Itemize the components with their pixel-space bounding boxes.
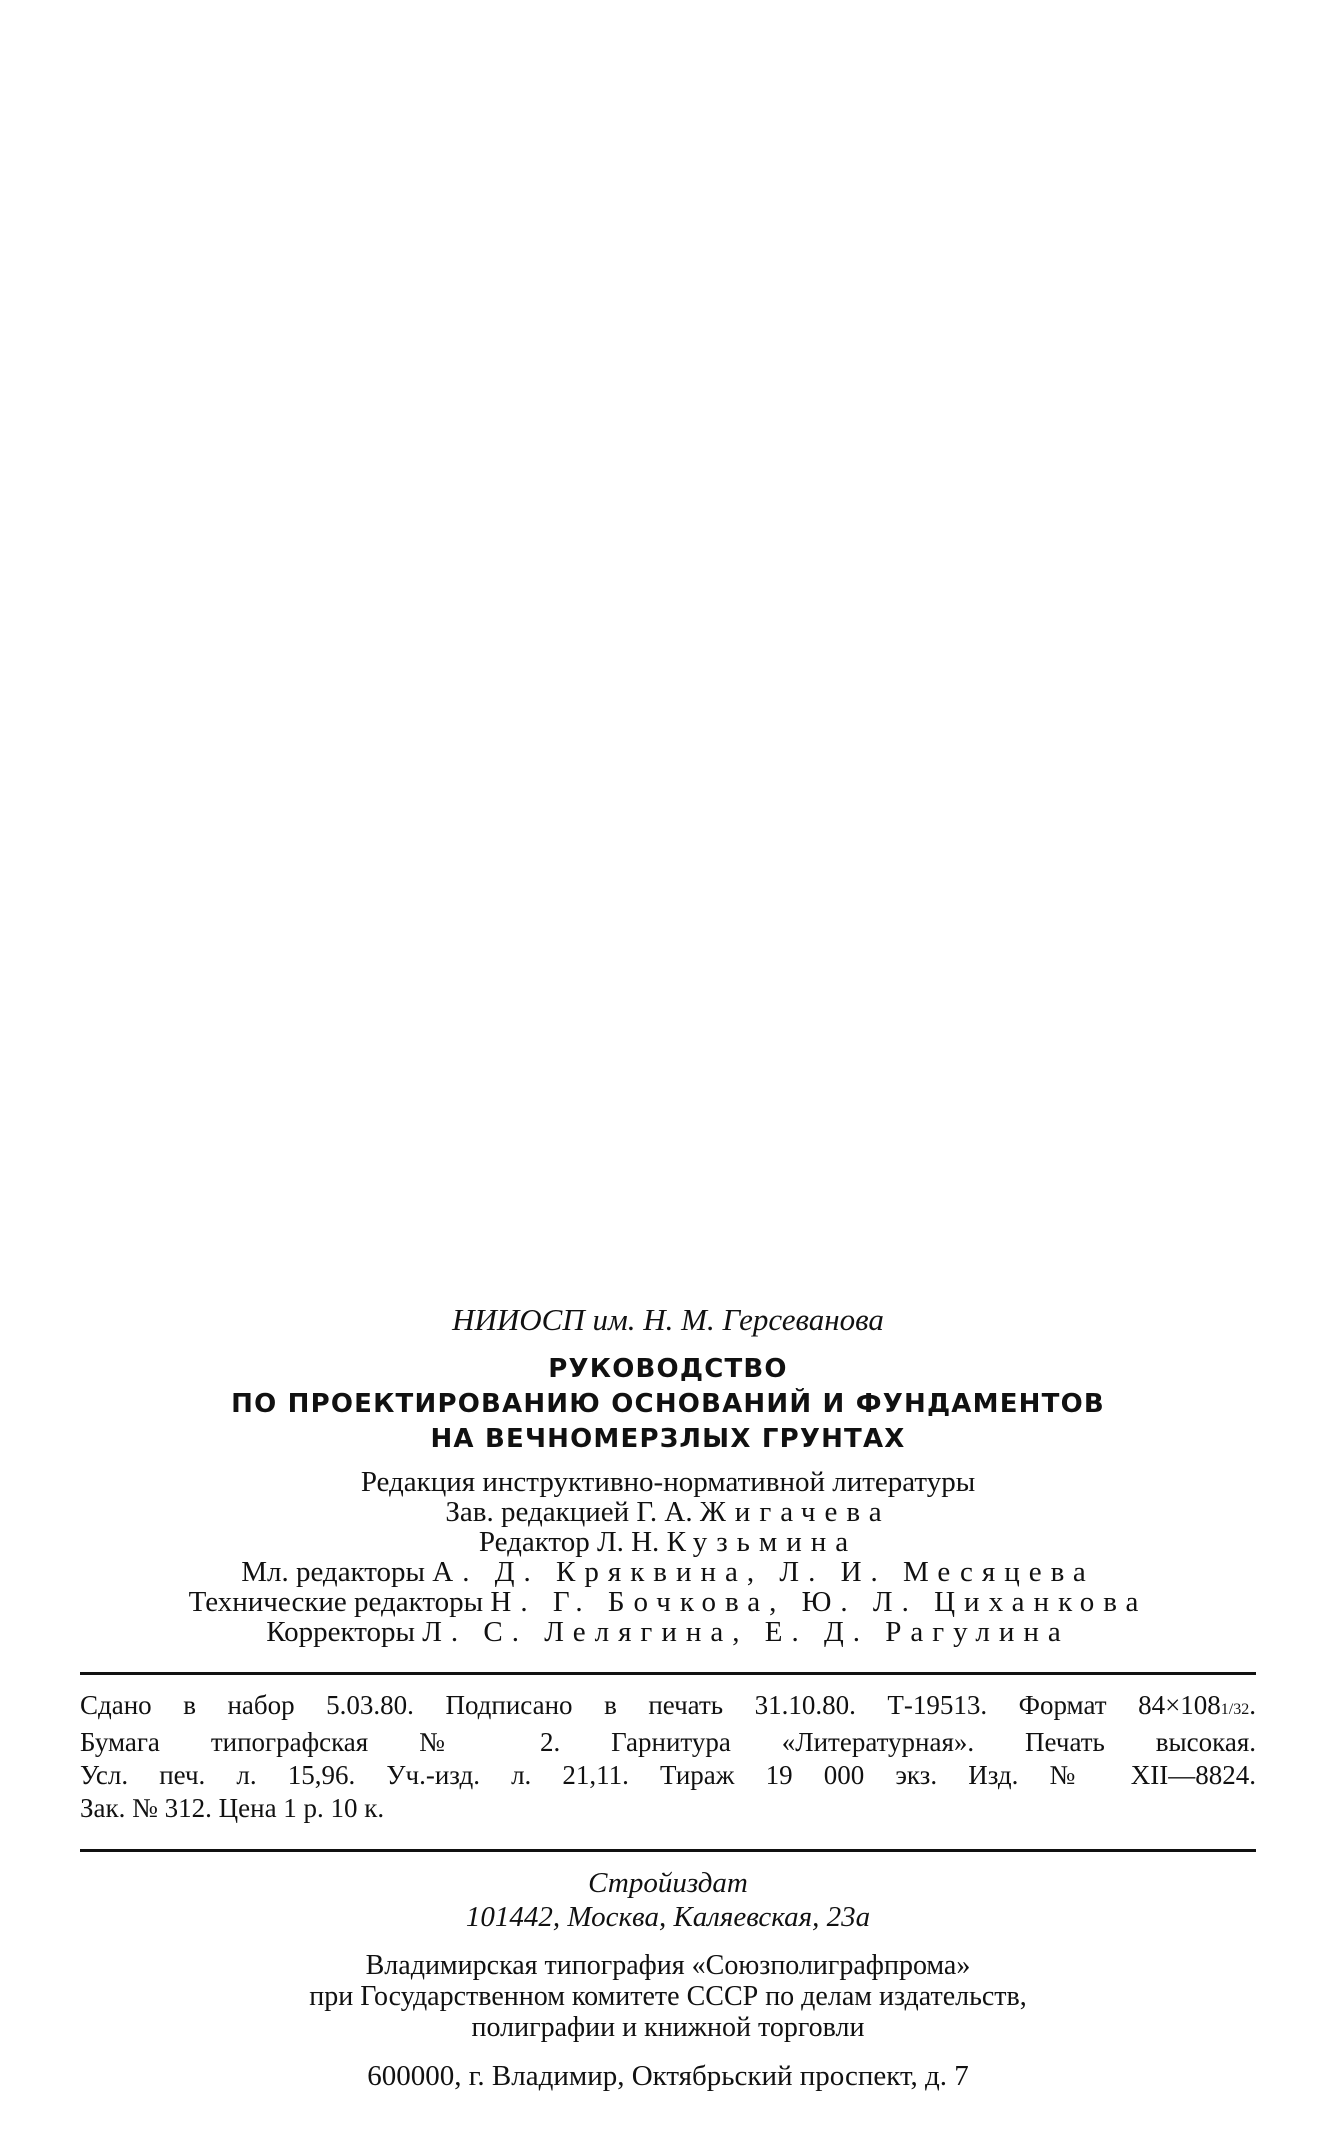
tech-line-1-text: Сдано в набор 5.03.80. Подписано в печать 31.10.80. Т-19513. Формат 84×108	[80, 1690, 1221, 1720]
proofreaders-names: Л. С. Лелягина, Е. Д. Рагулина	[422, 1616, 1070, 1648]
junior-editors-names: А. Д. Кряквина, Л. И. Месяцева	[432, 1556, 1095, 1588]
tech-editors-names: Н. Г. Бочкова, Ю. Л. Циханкова	[490, 1586, 1148, 1618]
divider-bottom	[80, 1849, 1256, 1852]
editor-label: Редактор Л. Н.	[478, 1526, 660, 1558]
proofreaders-label: Корректоры	[266, 1616, 416, 1648]
title-line-1: РУКОВОДСТВО	[548, 1354, 788, 1384]
title-line-3: НА ВЕЧНОМЕРЗЛЫХ ГРУНТАХ	[430, 1424, 906, 1454]
editor-line	[80, 1527, 1256, 1557]
book-title	[80, 1352, 1256, 1457]
printer-line-1: Владимирская типография «Союзполиграфпрома»	[365, 1950, 971, 1981]
head-editor-line	[80, 1497, 1256, 1527]
divider-top	[80, 1672, 1256, 1675]
technical-data	[80, 1689, 1256, 1825]
publisher-address: 101442, Москва, Каляевская, 23а	[465, 1901, 871, 1933]
tech-editors-label: Технические редакторы	[188, 1586, 484, 1618]
printer	[80, 1950, 1256, 2043]
tech-line-3: Усл. печ. л. 15,96. Уч.-изд. л. 21,11. Тираж 19 000 экз. Изд. № XII—8824.	[80, 1760, 1256, 1790]
tech-line-4: Зак. № 312. Цена 1 р. 10 к.	[80, 1793, 385, 1823]
head-editor-label: Зав. редакцией Г. А.	[445, 1496, 693, 1528]
edition-line: Редакция инструктивно-нормативной литературы	[360, 1466, 976, 1498]
title-line-2: ПО ПРОЕКТИРОВАНИЮ ОСНОВАНИЙ И ФУНДАМЕНТОВ	[231, 1389, 1105, 1419]
format-fraction: 1/32	[1220, 1701, 1250, 1718]
head-editor-name: Жигачева	[699, 1496, 891, 1528]
tech-line-2: Бумага типографская № 2. Гарнитура «Литературная». Печать высокая.	[80, 1727, 1256, 1757]
editor-name: Кузьмина	[666, 1526, 858, 1558]
tech-line-1	[80, 1689, 1256, 1726]
tech-line-1-end: .	[1249, 1690, 1256, 1720]
junior-editors-label: Мл. редакторы	[241, 1556, 426, 1588]
proofreaders-line	[80, 1617, 1256, 1647]
tech-editors-line	[80, 1587, 1256, 1617]
printer-address: 600000, г. Владимир, Октябрьский проспект, д. 7	[367, 2060, 969, 2092]
printer-line-3: полиграфии и книжной торговли	[471, 2012, 865, 2043]
imprint-block	[80, 1300, 1256, 2093]
publisher	[80, 1866, 1256, 1934]
publisher-name: Стройиздат	[588, 1867, 748, 1899]
credits	[80, 1467, 1256, 1647]
printer-line-2: при Государственном комитете СССР по делам издательств,	[309, 1981, 1027, 2012]
junior-editors-line	[80, 1557, 1256, 1587]
institute-name: НИИОСП им. Н. М. Герсеванова	[452, 1302, 884, 1337]
